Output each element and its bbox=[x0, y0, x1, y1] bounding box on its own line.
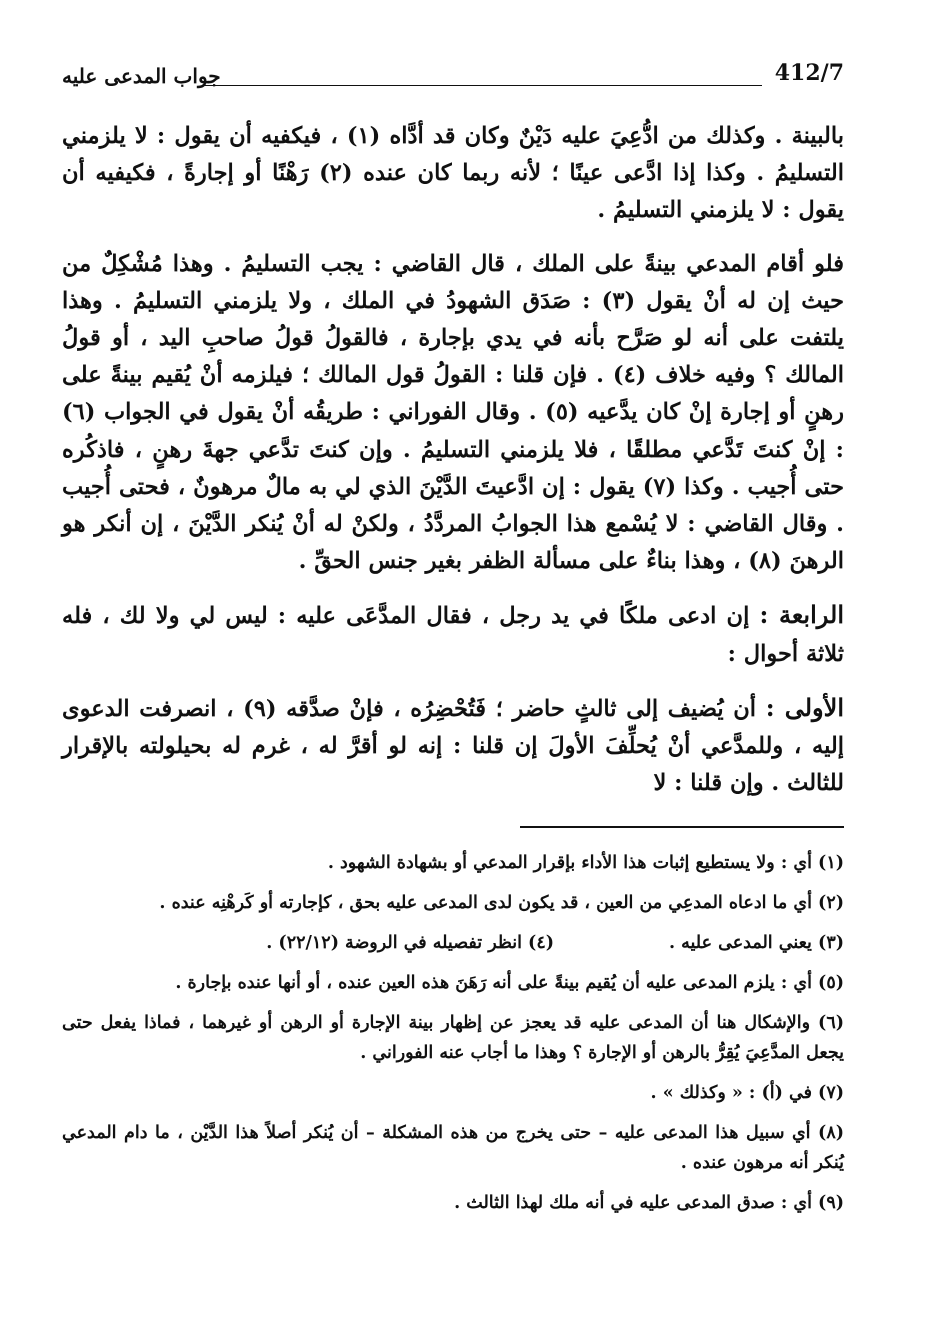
footnote-3: (٣) يعني المدعى عليه . bbox=[668, 933, 844, 953]
main-text bbox=[62, 118, 844, 818]
footnote-6: (٦) والإشكال هنا أن المدعى عليه قد يعجز عن إظهار بينة الإجارة أو الرهن أو غيرهما ، فماذا يفعل حتى يجعل المدَّعِيَ يُقِرُّ بالرهن أو الإجارة ؟ وهذا ما أجاب عنه الفوراني . bbox=[62, 1013, 844, 1063]
page-number: 412/7 bbox=[774, 60, 844, 86]
footnote-separator bbox=[520, 826, 844, 828]
footnote-9: (٩) أي : صدق المدعى عليه في أنه ملك لهذا الثالث . bbox=[454, 1193, 844, 1213]
paragraph-3-text: إن ادعى ملكًا في يد رجل ، فقال المدَّعَى عليه : ليس لي ولا لك ، فله ثلاثة أحوال : bbox=[62, 603, 844, 667]
footnote-8: (٨) أي سبيل هذا المدعى عليه – حتى يخرج من هذه المشكلة – أن يُنكر أصلاً هذا الدَّيْن ، ما دام المدعي يُنكر أنه مرهون عنده . bbox=[62, 1123, 844, 1173]
running-title: جواب المدعى عليه bbox=[62, 64, 221, 88]
footnote-4: (٤) انظر تفصيله في الروضة (٢٢/١٢) . bbox=[266, 933, 554, 953]
footnote-2: (٢) أي ما ادعاه المدعِي من العين ، قد يكون لدى المدعى عليه بحق ، كإجارته أو كَرهْنِه عنده . bbox=[159, 893, 844, 913]
footnote-row-3-4 bbox=[62, 928, 844, 958]
page-header bbox=[62, 58, 852, 98]
footnote-1: (١) أي : ولا يستطيع إثبات هذا الأداء بإقرار المدعي أو بشهادة الشهود . bbox=[327, 853, 844, 873]
paragraph-3 bbox=[62, 596, 844, 672]
footnote-5: (٥) أي : يلزم المدعى عليه أن يُقيم بينةً على أنه رَهَنَ هذه العين عنده ، أو أنها عنده بإجارة . bbox=[175, 973, 844, 993]
footnotes bbox=[62, 848, 844, 1228]
paragraph-4-text: أن يُضيف إلى ثالثٍ حاضر ؛ فَتُحْضِرُه ، فإنْ صدَّقه (٩) ، انصرفت الدعوى إليه ، وللمدَّعي أنْ يُحلِّفَ الأولَ إن قلنا : إنه لو أقرَّ له ، غرم له بحيلولته بالإقرار للثالث . وإن قلنا : لا bbox=[62, 695, 844, 797]
header-rule bbox=[202, 85, 762, 86]
paragraph-4 bbox=[62, 689, 844, 803]
section-term-fourth: الرابعة : bbox=[759, 600, 845, 630]
paragraph-2: فلو أقام المدعي بينةً على الملك ، قال القاضي : يجب التسليمُ . وهذا مُشْكِلٌ من حيث إن له أنْ يقول (٣) : صَدَق الشهودُ في الملك ، ولا يلزمني التسليمُ . وهذا يلتفت على أنه لو صَرَّح بأنه في يدي بإجارة ، فالقولُ قولُ صاحبِ اليد ، أو قولُ المالك ؟ وفيه خلاف (٤) . فإن قلنا : القولُ قول المالك ؛ فيلزمه أنْ يُقيم بينةً على رهنٍ أو إجارة إنْ كان يدَّعيه (٥) . وقال الفوراني : طريقُه أنْ يقول في الجواب (٦) : إنْ كنتَ تَدَّعي مطلقًا ، فلا يلزمني التسليمُ . وإن كنتَ تدَّعي جهةَ رهنٍ ، فاذكُره حتى أُجيب . وكذا (٧) يقول : إن ادَّعيتَ الدَّيْنَ الذي لي به مالٌ مرهونٌ ، فحتى أُجيب . وقال القاضي : لا يُسْمع هذا الجوابُ المردَّدُ ، ولكنْ له أنْ يُنكر الدَّيْنَ ، إن أنكر هو الرهنَ (٨) ، وهذا بناءٌ على مسألة الظفر بغير جنس الحقِّ . bbox=[62, 250, 845, 575]
section-term-first: الأولى : bbox=[765, 692, 844, 722]
footnote-7: (٧) في (أ) : « وكذلك » . bbox=[650, 1083, 844, 1103]
paragraph-1: بالبينة . وكذلك من ادُّعِيَ عليه دَيْنٌ وكان قد أدَّاه (١) ، فيكفيه أن يقول : لا يلزمني التسليمُ . وكذا إذا ادَّعى عينًا ؛ لأنه ربما كان عنده (٢) رَهْنًا أو إجارةً ، فكيفيه أن يقول : لا يلزمني التسليمُ . bbox=[62, 123, 844, 224]
